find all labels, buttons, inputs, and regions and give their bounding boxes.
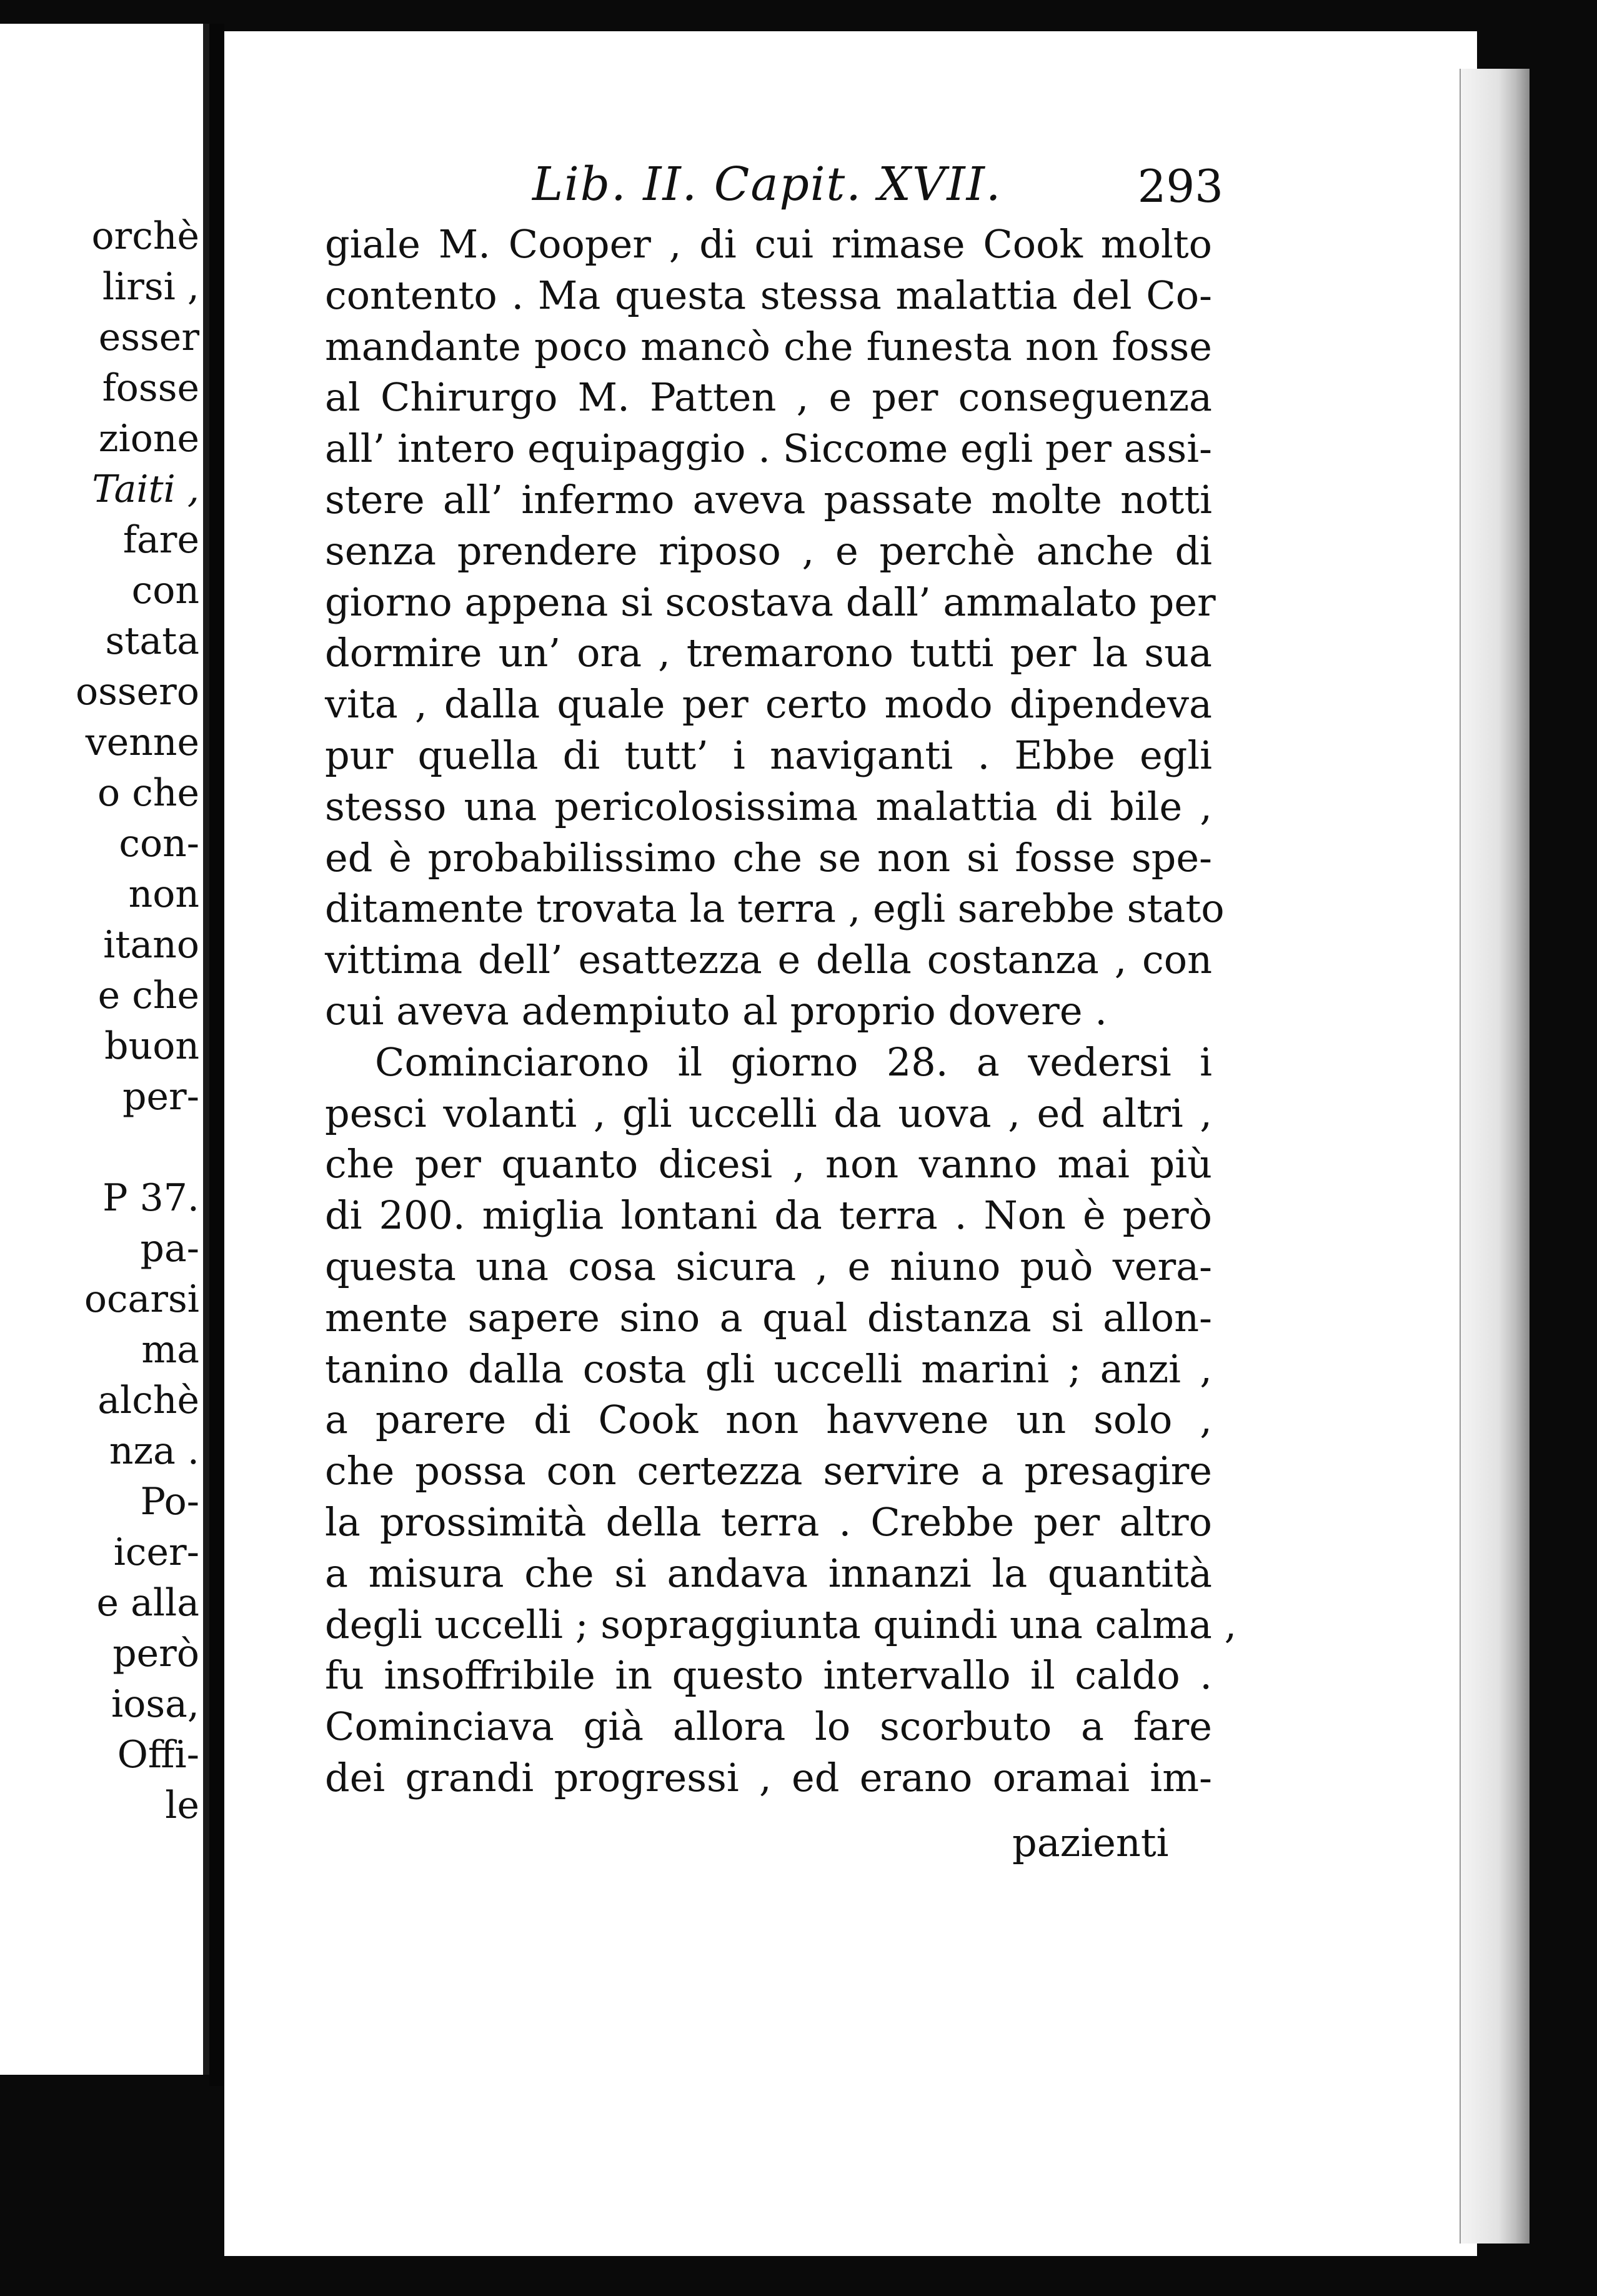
book-gutter	[209, 24, 224, 2086]
left-fragment: e alla	[96, 1581, 199, 1625]
left-fragment: ocarsi	[84, 1277, 199, 1321]
text-line: al Chirurgo M. Patten , e per conseguenza	[325, 374, 1212, 421]
text-line: stesso una pericolosissima malattia di bile ,	[325, 783, 1212, 829]
left-fragment: alchè	[97, 1379, 199, 1422]
left-fragment: o che	[97, 771, 199, 815]
running-head-title: Lib. II. Capit. XVII.	[532, 157, 1002, 211]
left-fragment: pa-	[140, 1227, 199, 1270]
left-fragment: buon	[104, 1024, 199, 1068]
text-line: che possa con certezza servire a presagire	[325, 1448, 1212, 1494]
left-fragment	[76, 1122, 199, 1173]
text-line: ditamente trovata la terra , egli sarebbe stato	[325, 886, 1225, 932]
text-line: a parere di Cook non havvene un solo ,	[325, 1397, 1212, 1443]
text-line: vittima dell’ esattezza e della costanza , con	[325, 937, 1212, 983]
left-fragment: però	[112, 1632, 199, 1675]
text-line: Cominciava già allora lo scorbuto a fare	[325, 1704, 1212, 1750]
left-fragment: stata	[105, 619, 199, 663]
left-fragment: ma	[141, 1328, 199, 1372]
page-edge	[1460, 69, 1530, 2244]
left-fragment: le	[165, 1784, 199, 1827]
text-line: giale M. Cooper , di cui rimase Cook molto	[325, 221, 1212, 267]
text-line: che per quanto dicesi , non vanno mai più	[325, 1141, 1212, 1187]
left-fragment: zione	[98, 417, 199, 461]
text-line: all’ intero equipaggio . Siccome egli per assi-	[325, 426, 1212, 472]
left-page	[0, 24, 209, 2075]
text-line: fu insoffribile in questo intervallo il caldo .	[325, 1652, 1212, 1699]
left-fragment: icer-	[113, 1530, 199, 1574]
text-line: a misura che si andava innanzi la quantità	[325, 1550, 1212, 1596]
text-line: giorno appena si scostava dall’ ammalato per	[325, 579, 1216, 625]
text-line: vita , dalla quale per certo modo dipendeva	[325, 681, 1212, 727]
text-line: dei grandi progressi , ed erano oramai im-	[325, 1754, 1212, 1800]
text-line: tanino dalla costa gli uccelli marini ; anzi ,	[325, 1345, 1212, 1392]
text-line: cui aveva adempiuto al proprio dovere .	[325, 987, 1107, 1034]
left-fragment: e che	[97, 974, 199, 1017]
page-number: 293	[1137, 160, 1223, 212]
left-fragment: nza .	[109, 1429, 199, 1473]
left-fragment: Offi-	[117, 1733, 199, 1777]
left-fragment: P 37.	[102, 1176, 199, 1220]
left-fragment: venne	[85, 721, 199, 764]
text-line: questa una cosa sicura , e niuno può vera-	[325, 1243, 1212, 1289]
left-fragment: lirsi ,	[102, 265, 199, 309]
text-line: pesci volanti , gli uccelli da uova , ed altri ,	[325, 1090, 1212, 1136]
text-line: degli uccelli ; sopraggiunta quindi una calma ,	[325, 1601, 1237, 1647]
left-fragment: con	[131, 569, 199, 612]
text-line: la prossimità della terra . Crebbe per altro	[325, 1499, 1212, 1545]
text-line: ed è probabilissimo che se non si fosse spe-	[325, 834, 1212, 881]
body-text	[325, 219, 1237, 1804]
left-fragment: Taiti ,	[92, 467, 199, 511]
left-fragment: esser	[98, 316, 199, 359]
left-fragment: con-	[119, 822, 199, 866]
left-fragment: Po-	[140, 1480, 199, 1524]
text-line: stere all’ infermo aveva passate molte notti	[325, 476, 1212, 522]
text-line: contento . Ma questa stessa malattia del Co-	[325, 272, 1212, 318]
running-head	[289, 157, 1223, 217]
text-line: di 200. miglia lontani da terra . Non è però	[325, 1192, 1212, 1239]
left-fragment: per-	[122, 1075, 199, 1119]
left-fragment: fosse	[102, 366, 199, 410]
text-line: pur quella di tutt’ i naviganti . Ebbe egli	[325, 732, 1212, 778]
text-line: Cominciarono il giorno 28. a vedersi i	[375, 1039, 1212, 1085]
left-page-text-fragments	[76, 211, 199, 1831]
left-fragment: iosa,	[111, 1682, 199, 1726]
text-line: mandante poco mancò che funesta non fosse	[325, 323, 1212, 369]
left-fragment: fare	[122, 518, 199, 562]
left-fragment: non	[128, 872, 199, 916]
text-line: mente sapere sino a qual distanza si allon-	[325, 1294, 1212, 1340]
text-line: dormire un’ ora , tremarono tutti per la sua	[325, 630, 1212, 676]
catchword: pazienti	[1012, 1820, 1169, 1865]
left-fragment: itano	[103, 923, 199, 967]
left-fragment: ossero	[75, 670, 199, 714]
left-fragment: orchè	[91, 214, 199, 258]
text-line: senza prendere riposo , e perchè anche di	[325, 527, 1212, 574]
